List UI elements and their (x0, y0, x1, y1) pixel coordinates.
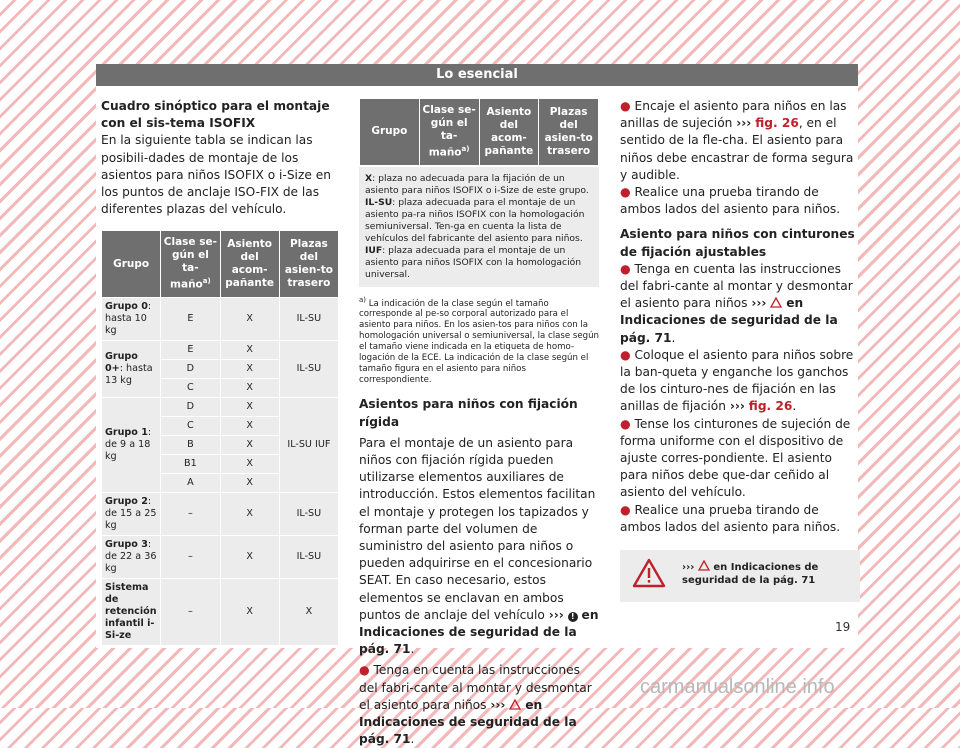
table-row (102, 536, 338, 578)
size-class-cell: E (161, 298, 219, 340)
passenger-seat-cell: X (221, 360, 279, 378)
table-legend: X: plaza no adecuada para la fijación de un asiento para niños ISOFIX o i-Size de este grupo. IL-SU: plaza adecuada para el montaje de un asiento pa-ra niños ISOFIX con la homologación semiuniversal. Ten-ga en cuenta la lista de vehículos del fabricante del asiento para niños. IUF: plaza adecuada para el montaje de un asiento para niños ISOFIX con la homologación universal. (359, 167, 599, 287)
table-row (102, 341, 338, 359)
warning-box (620, 550, 860, 602)
passenger-seat-cell: X (221, 493, 279, 535)
passenger-seat-cell: X (221, 579, 279, 645)
group-cell: Grupo 1: de 9 a 18 kg (102, 398, 160, 492)
size-class-cell: E (161, 341, 219, 359)
passenger-seat-cell: X (221, 341, 279, 359)
rigid-heading: Asientos para niños con fijación rígida (359, 397, 578, 429)
step-bullet-2: ● Realice una prueba tirando de ambos lados del asiento para niños. (620, 185, 841, 217)
isofix-intro: En la siguiente tabla se indican las posibili-dades de montaje de los asientos para niños ISOFIX o i-Size en los puntos de anclaje ISO-FIX de las diferentes plazas del vehículo. (101, 133, 331, 217)
info-icon: ! (568, 612, 578, 622)
rear-seat-cell: X (280, 579, 338, 645)
passenger-seat-cell: X (221, 298, 279, 340)
passenger-seat-cell: X (221, 536, 279, 578)
group-cell: Grupo 0+: hasta 13 kg (102, 341, 160, 397)
step-bullet-4: ● Coloque el asiento para niños sobre la ban-queta y enganche los ganchos de los cinturo-nes de fijación en las anillas de fijación ››› fig. 26. (620, 347, 854, 414)
table-footnote: $^{a)}$ La indicación de la clase según el tamaño corresponde al pe-so corporal autorizado para el asiento para niños. En los asien-tos para niños con la homologación universal o semiuniversal, la clase según el tamaño viene indicada en la etiqueta de homo-logación de la ECE. La indicación de la clase según el tamaño figura en el asiento para niños correspondiente. (359, 295, 599, 386)
isofix-heading: Cuadro sinóptico para el montaje con el sis-tema ISOFIX (101, 99, 330, 131)
rigid-bullet-1: ● Tenga en cuenta las instrucciones del fabri-cante al montar y desmontar el asiento para niños ››› en Indicaciones de seguridad de la pág. 71. (359, 663, 592, 747)
rear-seat-cell: IL-SU IUF (280, 398, 338, 492)
rigid-body: Para el montaje de un asiento para niños con fijación rígida pueden utilizarse elementos auxiliares de introducción. Estos elementos facilitan el montaje y protegen los tapizados y forman parte del volumen de suministro del asiento para niños o pueden adquirirse en el concesionario SEAT. En caso necesario, estos elementos se enclavan en ambos puntos de anclaje del vehículo ››› ! en Indicaciones de seguridad de la pág. 71. (359, 435, 599, 657)
th-acompanante-2: Asiento del acom-pañante (480, 99, 539, 165)
size-class-cell: B1 (161, 455, 219, 473)
group-cell: Grupo 0: hasta 10 kg (102, 298, 160, 340)
th-trasero: Plazas del asien-to trasero (280, 231, 338, 297)
watermark: carmanualsonline.info (640, 676, 835, 698)
adjustable-heading: Asiento para niños con cinturones de fijación ajustables (620, 227, 855, 259)
table-row (102, 398, 338, 416)
step-bullet-6: ● Realice una prueba tirando de ambos lados del asiento para niños. (620, 502, 841, 534)
passenger-seat-cell: X (221, 436, 279, 454)
size-class-cell: – (161, 493, 219, 535)
passenger-seat-cell: X (221, 379, 279, 397)
warning-icon (770, 297, 782, 308)
size-class-cell: B (161, 436, 219, 454)
size-class-cell: – (161, 536, 219, 578)
th-grupo-2: Grupo (360, 99, 419, 165)
passenger-seat-cell: X (221, 455, 279, 473)
group-cell: Sistema de retención infantil i-Si-ze (102, 579, 160, 645)
table-row (102, 298, 338, 340)
size-class-cell: – (161, 579, 219, 645)
step-bullet-5: ● Tense los cinturones de sujeción de forma uniforme con el dispositivo de ajuste corres-pondiente. El asiento para niños debe que-dar ceñido al asiento del vehículo. (620, 416, 851, 500)
isofix-table (101, 230, 339, 646)
table-row (102, 493, 338, 535)
section-header: Lo esencial (96, 64, 858, 86)
th-trasero-2: Plazas del asien-to trasero (539, 99, 598, 165)
warning-triangle-icon (632, 558, 666, 588)
step-bullet-3: ● Tenga en cuenta las instrucciones del fabri-cante al montar y desmontar el asiento para niños ››› en Indicaciones de seguridad de la pág. 71. (620, 261, 853, 345)
rear-seat-cell: IL-SU (280, 493, 338, 535)
step-bullet-1: ● Encaje el asiento para niños en las anillas de sujeción ››› fig. 26, en el sentido de la fle-cha. El asiento para niños debe encastrar de forma segura y audible. (620, 99, 854, 182)
th-clase-2: Clase se-gún el ta-maño$^{a)}$ (420, 99, 479, 165)
passenger-seat-cell: X (221, 474, 279, 492)
isofix-table-continued-header (359, 98, 599, 166)
group-cell: Grupo 3: de 22 a 36 kg (102, 536, 160, 578)
column-middle (359, 98, 599, 748)
page-number: 19 (835, 620, 851, 634)
warning-text: ››› en Indicaciones de seguridad de la pág. 71 (682, 562, 819, 587)
size-class-cell: C (161, 379, 219, 397)
rear-seat-cell: IL-SU (280, 341, 338, 397)
rear-seat-cell: IL-SU (280, 298, 338, 340)
size-class-cell: A (161, 474, 219, 492)
size-class-cell: D (161, 398, 219, 416)
th-grupo: Grupo (102, 231, 160, 297)
passenger-seat-cell: X (221, 398, 279, 416)
warning-icon (509, 699, 521, 710)
size-class-cell: C (161, 417, 219, 435)
column-right (620, 98, 860, 602)
th-clase: Clase se-gún el ta-maño$^{a)}$ (161, 231, 219, 297)
group-cell: Grupo 2: de 15 a 25 kg (102, 493, 160, 535)
th-acompanante: Asiento del acom-pañante (221, 231, 279, 297)
column-left (101, 98, 339, 646)
rear-seat-cell: IL-SU (280, 536, 338, 578)
size-class-cell: D (161, 360, 219, 378)
warning-icon (698, 560, 710, 571)
passenger-seat-cell: X (221, 417, 279, 435)
table-row (102, 579, 338, 645)
